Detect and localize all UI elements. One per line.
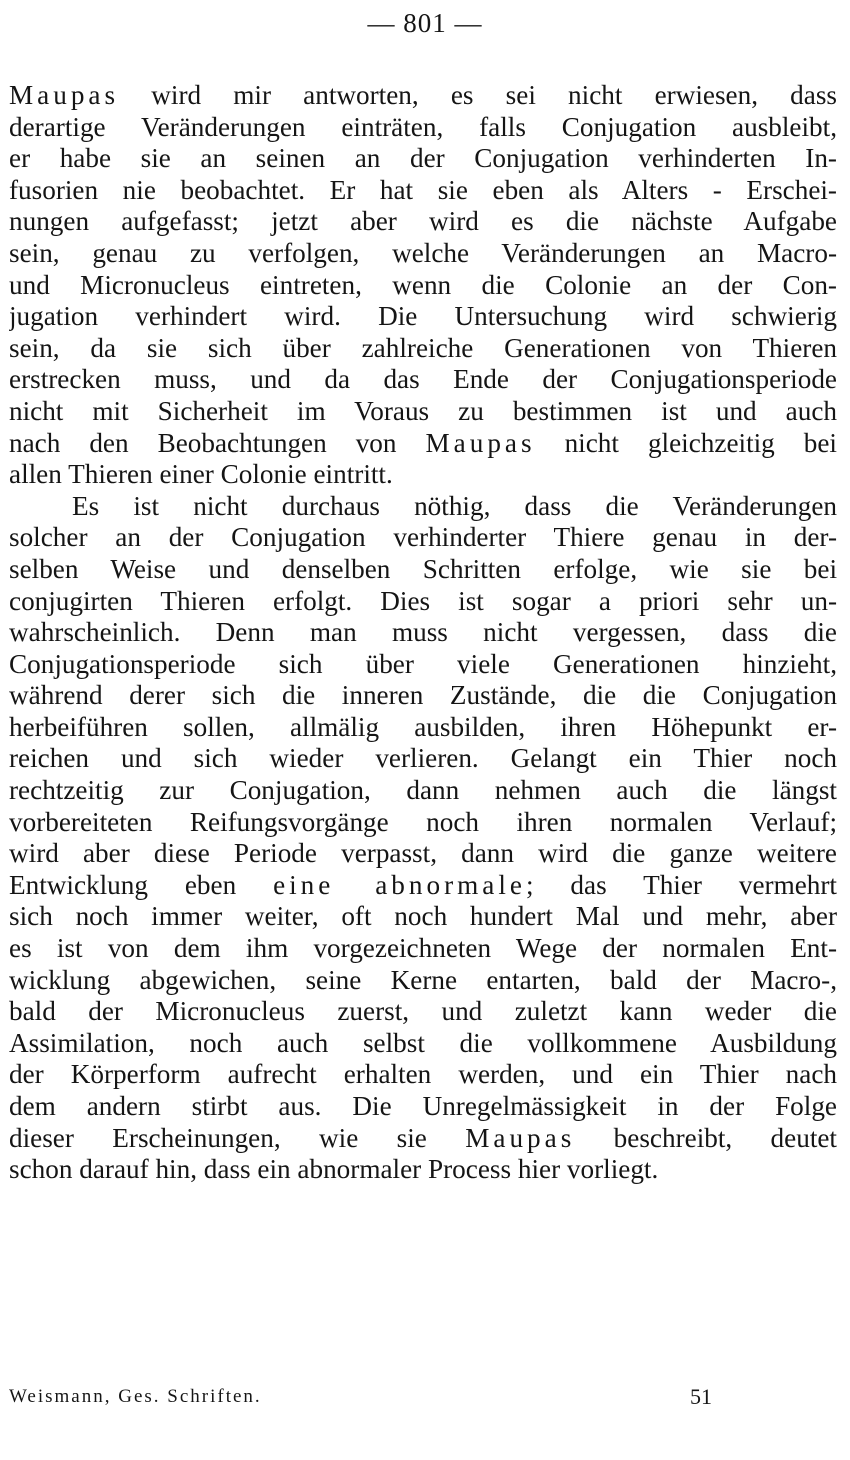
text-line xyxy=(9,617,837,649)
text-run: nicht gleichzeitig bei xyxy=(535,427,837,458)
text-run: fusorien nie beobachtet. Er hat sie eben als Alters - Erschei- xyxy=(9,174,837,205)
text-line xyxy=(9,996,837,1028)
text-run: Assimilation, noch auch selbst die vollkommene Ausbildung xyxy=(9,1027,837,1058)
text-line xyxy=(9,680,837,712)
emphasized-text: Maupas xyxy=(9,80,120,110)
text-run: bald der Micronucleus zuerst, und zuletzt kann weder die xyxy=(9,996,837,1027)
text-run: jugation verhindert wird. Die Untersuchung wird schwierig xyxy=(9,301,837,332)
page-number: — 801 — xyxy=(367,8,483,38)
text-line xyxy=(9,175,837,207)
text-line xyxy=(9,428,837,460)
text-line xyxy=(9,743,837,775)
emphasized-text: Maupas xyxy=(425,427,536,458)
text-line xyxy=(9,112,837,144)
text-run: herbeiführen sollen, allmälig ausbilden, ihren Höhepunkt er- xyxy=(9,711,837,742)
text-line xyxy=(9,491,837,523)
text-line xyxy=(9,1028,837,1060)
text-run: dem andern stirbt aus. Die Unregelmässigkeit in der Folge xyxy=(9,1091,837,1121)
text-line xyxy=(9,270,837,302)
text-run: nicht mit Sicherheit im Voraus zu bestimmen ist und auch xyxy=(9,395,837,426)
footer-sheet-number: 51 xyxy=(690,1384,712,1409)
text-line xyxy=(9,870,837,902)
text-run: der Körperform aufrecht erhalten werden, und ein Thier nach xyxy=(9,1059,837,1090)
text-line xyxy=(9,807,837,839)
text-run: Entwicklung eben xyxy=(9,869,274,900)
text-line xyxy=(9,364,837,396)
text-run: und Micronucleus eintreten, wenn die Colonie an der Con- xyxy=(9,269,837,300)
text-run: beschreibt, deutet xyxy=(575,1122,837,1153)
text-line xyxy=(9,80,837,112)
text-run: reichen und sich wieder verlieren. Gelangt ein Thier noch xyxy=(9,743,837,774)
text-run: erstrecken muss, und da das Ende der Conjugationsperiode xyxy=(9,364,837,395)
text-run: wicklung abgewichen, seine Kerne entarten, bald der Macro-, xyxy=(9,964,837,995)
text-run: sein, da sie sich über zahlreiche Generationen von Thieren xyxy=(9,332,837,363)
text-line xyxy=(9,586,837,618)
text-run: solcher an der Conjugation verhinderter Thiere genau in der- xyxy=(9,522,837,553)
text-run: nungen aufgefasst; jetzt aber wird es die nächste Aufgabe xyxy=(9,206,837,237)
text-line xyxy=(9,206,837,238)
text-run: ; das Thier vermehrt xyxy=(525,869,837,900)
text-run: Es ist nicht durchaus nöthig, dass die Veränderungen xyxy=(72,490,837,521)
text-line xyxy=(9,238,837,270)
text-line xyxy=(9,775,837,807)
text-run: sein, genau zu verfolgen, welche Veränderungen an Macro- xyxy=(9,237,837,268)
text-line xyxy=(9,838,837,870)
text-run: wird mir antworten, es sei nicht erwiesen, dass xyxy=(119,80,837,110)
text-run: während derer sich die inneren Zustände, die die Conjugation xyxy=(9,680,837,711)
text-run: vorbereiteten Reifungsvorgänge noch ihren normalen Verlauf; xyxy=(9,806,837,837)
emphasized-text: eine abnormale xyxy=(273,869,526,900)
text-line xyxy=(9,1059,837,1091)
text-run: nach den Beobachtungen von xyxy=(9,427,426,458)
text-line xyxy=(9,712,837,744)
text-line xyxy=(9,933,837,965)
text-line xyxy=(9,965,837,997)
body-text xyxy=(9,80,837,1186)
text-line xyxy=(9,554,837,586)
text-line xyxy=(9,1154,837,1186)
text-line xyxy=(9,333,837,365)
text-run: rechtzeitig zur Conjugation, dann nehmen auch die längst xyxy=(9,775,837,806)
text-line xyxy=(9,1123,837,1155)
text-line xyxy=(9,301,837,333)
text-run: derartige Veränderungen einträten, falls Conjugation ausbleibt, xyxy=(9,111,837,142)
text-run: wird aber diese Periode verpasst, dann wird die ganze weitere xyxy=(9,838,837,869)
text-run: er habe sie an seinen an der Conjugation verhinderten In- xyxy=(9,143,837,174)
text-run: selben Weise und denselben Schritten erfolge, wie sie bei xyxy=(9,553,837,584)
text-run: wahrscheinlich. Denn man muss nicht vergessen, dass die xyxy=(9,617,837,648)
footer-author: Weismann, Ges. Schriften. xyxy=(9,1386,262,1407)
text-line xyxy=(9,143,837,175)
text-run: es ist von dem ihm vorgezeichneten Wege der normalen Ent- xyxy=(9,933,837,964)
text-line xyxy=(9,522,837,554)
text-line xyxy=(9,649,837,681)
text-run: dieser Erscheinungen, wie sie xyxy=(9,1122,466,1153)
text-run: allen Thieren einer Colonie eintritt. xyxy=(9,459,393,490)
text-run: conjugirten Thieren erfolgt. Dies ist sogar a priori sehr un- xyxy=(9,585,837,616)
text-line xyxy=(9,1091,837,1123)
emphasized-text: Maupas xyxy=(465,1122,576,1153)
text-line xyxy=(9,459,837,491)
text-run: schon darauf hin, dass ein abnormaler Process hier vorliegt. xyxy=(9,1154,659,1185)
text-line xyxy=(9,901,837,933)
text-run: sich noch immer weiter, oft noch hundert Mal und mehr, aber xyxy=(9,901,837,932)
text-line xyxy=(9,396,837,428)
text-run: Conjugationsperiode sich über viele Generationen hinzieht, xyxy=(9,648,837,679)
